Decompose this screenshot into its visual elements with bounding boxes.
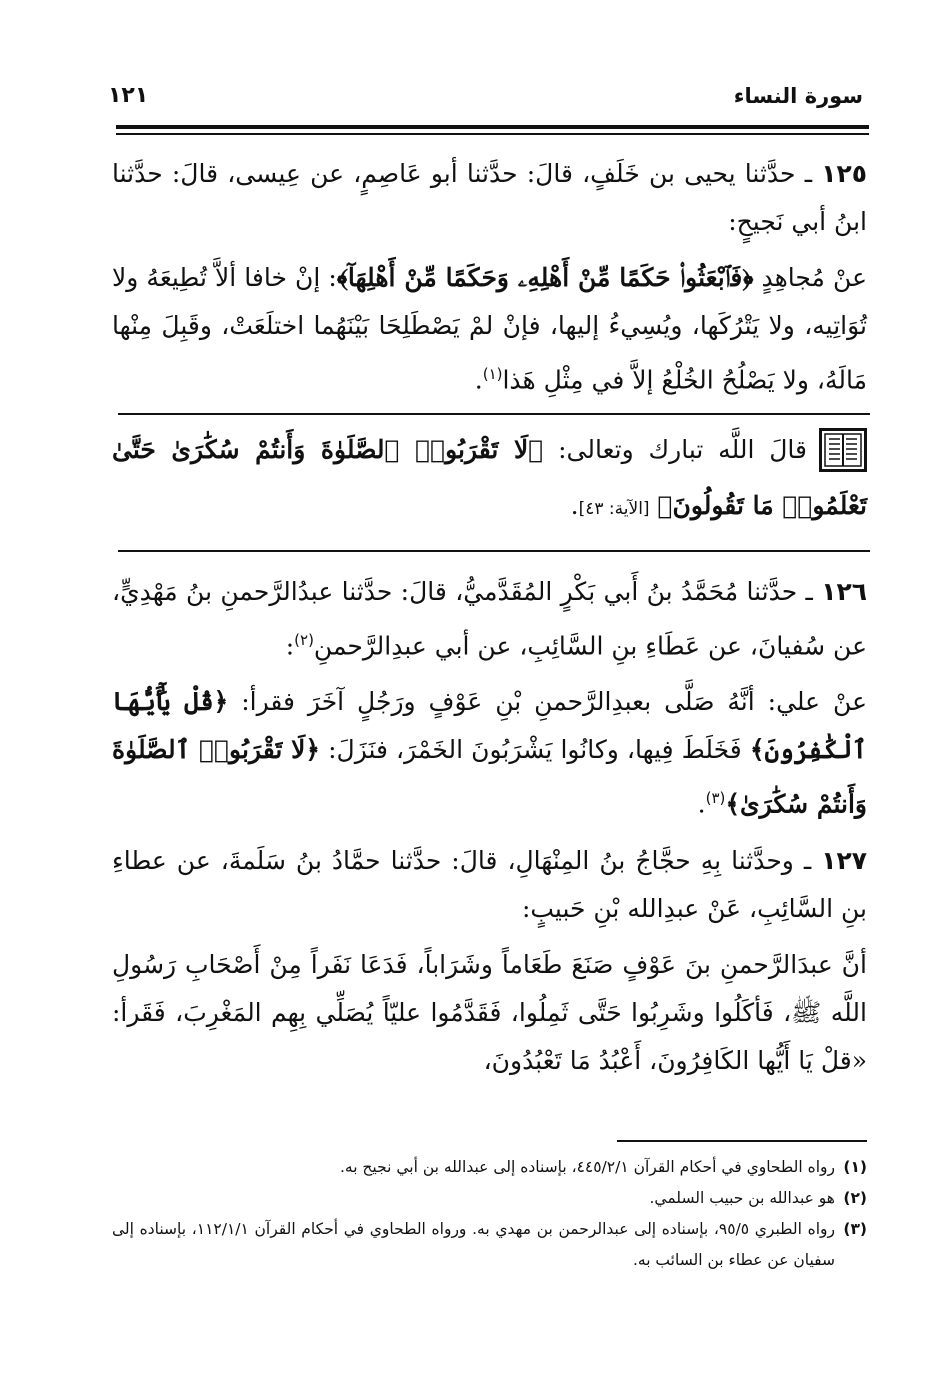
narration-125-isnad [112, 150, 867, 246]
footnote-1 [112, 1152, 867, 1183]
footnote-rule [617, 1140, 867, 1142]
narration-number: ١٢٦ [821, 577, 867, 606]
matn-text-middle: فَخَلَطَ فِيها، وكانُوا يَشْرَبُونَ الخَمْرَ، فنَزَلَ: [328, 735, 742, 765]
footnote-3 [112, 1214, 867, 1276]
verse-end: . [570, 491, 579, 520]
footnote-text: هو عبدالله بن حبيب السلمي. [649, 1189, 835, 1207]
matn-text-rest: : إنْ خافا ألاَّ تُطِيعَهُ ولا تُوَاتِيه، ولا يَتْرُكَها، ويُسِيءُ إليها، فإنْ لمْ يَصْطَلِحَا بَيْنَهُما اختلَعَتْ، وقَبِلَ مِنْها مَالَهُ، ولا يَصْلُحُ الخُلْعُ إلاَّ في مِثْلِ هَذا [112, 263, 867, 395]
narrations-126-127 [112, 568, 867, 1085]
isnad-end: : [285, 631, 295, 661]
isnad-text: ـ حدَّثنا يحيى بن خَلَفٍ، قالَ: حدَّثنا أبو عَاصِمٍ، عن عِيسى، قالَ: حدَّثنا ابنُ أبي نَجيحٍ: [112, 159, 867, 236]
page-number: ١٢١ [108, 83, 149, 108]
verse-intro: قالَ اللَّه تبارك وتعالى: [558, 435, 808, 464]
footnote-number: (٣) [843, 1220, 867, 1238]
verse-reference: [الآية: ٤٣] [578, 499, 650, 519]
narration-126-matn [112, 678, 867, 828]
isnad-text: ـ حدَّثنا مُحَمَّدُ بنُ أَبي بَكْرٍ المُقَدَّميُّ، قالَ: حدَّثنا عبدُالرَّحمنِ بنُ مَهْدِيٍّ، عن سُفيانَ، عن عَطَاءِ بنِ السَّائِبِ، عن أبي عبدِالرَّحمنِ [112, 577, 867, 661]
quran-quote: ﴿قُلْ يَٰٓأَيُّهَا ٱلْكَٰفِرُونَ﴾ [112, 687, 868, 765]
verse-box [112, 422, 867, 537]
footnote-number: (١) [843, 1158, 867, 1176]
narration-126-isnad [112, 568, 867, 670]
footnote-marker-3[interactable]: (٣) [705, 789, 726, 808]
narration-number: ١٢٧ [821, 845, 867, 875]
narration-127-isnad [112, 837, 867, 933]
isnad-text: ـ وحدَّثنا بِهِ حجَّاجُ بنُ المِنْهَالِ، قالَ: حدَّثنا حمَّادُ بنُ سَلَمةَ، عن عطاءِ بنِ السَّائِبِ، عَنْ عبدِالله بْنِ حَبيبٍ: [112, 845, 867, 923]
section-rule-top [118, 413, 870, 415]
quran-quote: ﴿لَا تَقْرَبُوا۟ ٱلصَّلَوٰةَ وَأَنتُمْ سُكَٰرَىٰ﴾ [112, 735, 867, 819]
matn-end: . [697, 789, 706, 819]
narration-127-matn [112, 941, 867, 1085]
footnote-2 [112, 1183, 867, 1214]
narration-125-matn [112, 254, 867, 404]
footnote-text: رواه الطحاوي في أحكام القرآن ٤٤٥/٢/١، بإسناده إلى عبدالله بن أبي نجيح به. [339, 1158, 835, 1176]
open-book-icon [819, 428, 867, 472]
matn-text-start: عنْ مُجاهِدٍ [761, 263, 867, 292]
footnotes [112, 1152, 867, 1276]
footnote-marker-1[interactable]: (١) [482, 365, 503, 383]
matn-end: . [474, 365, 483, 395]
footnote-marker-2[interactable]: (٢) [294, 631, 314, 649]
footnote-number: (٢) [843, 1189, 867, 1207]
narration-125 [112, 150, 867, 404]
header-rule-thin [116, 133, 869, 135]
running-title: سورة النساء [733, 84, 863, 108]
matn-text-start: عنْ علي: أنَّهُ صَلَّى بعبدِالرَّحمنِ بْنِ عَوْفٍ ورَجُلٍ آخَرَ فقرأ: [241, 687, 867, 717]
narration-number: ١٢٥ [821, 159, 867, 188]
matn-text: أنَّ عبدَالرَّحمنِ بنَ عَوْفٍ صَنَعَ طَعَاماً وشَرَاباً، فَدَعَا نَفَراً مِنْ أَصْحَابِ رَسُولِ اللَّه ﷺ، فَأكَلُوا وشَرِبُوا حَتَّى ثَمِلُوا، فَقَدَّمُوا عليّاً يُصَلِّي بِهِم المَغْرِبَ، فَقَرأ: «قلْ يَا أَيُّها الكَافِرُونَ، أَعْبُدُ مَا تَعْبُدُونَ، [112, 949, 867, 1075]
footnote-text: رواه الطبري ٩٥/٥، بإسناده إلى عبدالرحمن بن مهدي به. ورواه الطحاوي في أحكام القرآن ١١٢/١/١، بإسناده إلى سفيان عن عطاء بن السائب به. [112, 1220, 835, 1269]
quran-quote: ﴿فَٱبْعَثُوا۟ حَكَمًا مِّنْ أَهْلِهِۦ وَحَكَمًا مِّنْ أَهْلِهَآ﴾ [336, 263, 754, 292]
header-rule-thick [116, 125, 869, 129]
verse-quran: ﴿لَا تَقْرَبُوا۟ ٱلصَّلَوٰةَ وَأَنتُمْ سُكَٰرَىٰ حَتَّىٰ تَعْلَمُوا۟ مَا تَقُولُونَ﴾ [112, 435, 867, 520]
section-rule-bottom [118, 550, 870, 552]
